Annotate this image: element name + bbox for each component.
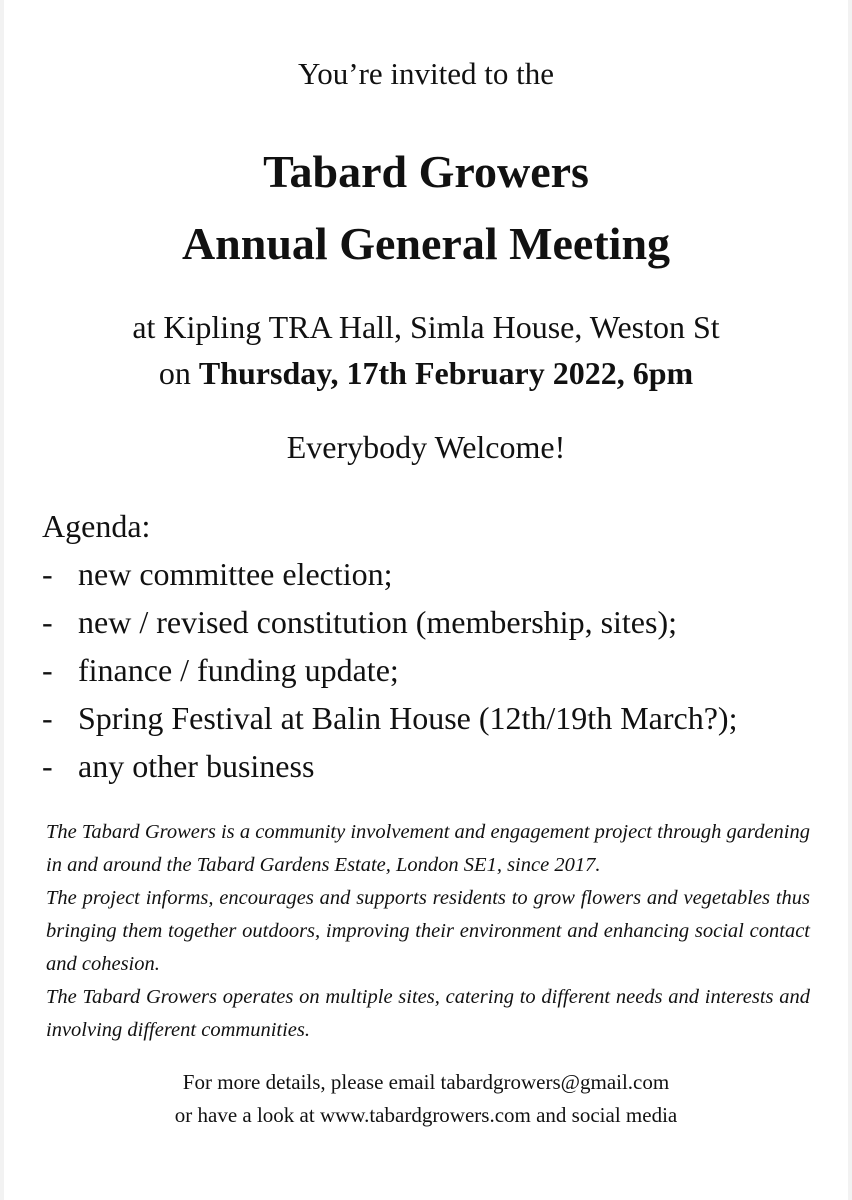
- agenda-heading: Agenda:: [42, 508, 151, 544]
- description-paragraph: The project informs, encourages and supports residents to grow flowers and vegetables thus bringing them together outdoors, improving their environment and enhancing social contact and cohesion.: [46, 887, 810, 975]
- agenda-item-text: Spring Festival at Balin House (12th/19th March?);: [78, 700, 738, 736]
- agenda-item: [42, 646, 737, 694]
- agenda-item-text: any other business: [78, 748, 315, 784]
- agenda-item-text: finance / funding update;: [78, 652, 399, 688]
- agenda-item: [42, 694, 737, 742]
- agenda-item-text: new / revised constitution (membership, sites);: [78, 604, 677, 640]
- meeting-venue: [4, 304, 848, 396]
- meeting-datetime: Thursday, 17th February 2022, 6pm: [198, 355, 694, 391]
- venue-location: at Kipling TRA Hall, Simla House, Weston St: [132, 309, 720, 345]
- venue-datetime-line: [4, 350, 848, 396]
- agenda-bullet: -: [42, 748, 53, 784]
- welcome-message: Everybody Welcome!: [286, 429, 566, 465]
- contact-website-line: or have a look at www.tabardgrowers.com and social media: [174, 1103, 678, 1127]
- invitation-intro: You’re invited to the: [297, 56, 555, 91]
- agenda-item: [42, 598, 737, 646]
- description-paragraph: The Tabard Growers operates on multiple sites, catering to different needs and interests and involving different communities.: [46, 986, 810, 1041]
- description-paragraph: The Tabard Growers is a community involvement and engagement project through gardening in and around the Tabard Gardens Estate, London SE1, since 2017.: [46, 821, 810, 876]
- agenda-item-text: new committee election;: [78, 556, 393, 592]
- contact-email-line: For more details, please email tabardgrowers@gmail.com: [182, 1070, 670, 1094]
- contact-info: [4, 1066, 848, 1132]
- meeting-title-line-1: Tabard Growers: [263, 146, 589, 197]
- agenda-bullet: -: [42, 700, 53, 736]
- agenda-item: [42, 550, 737, 598]
- agenda-bullet: -: [42, 556, 53, 592]
- datetime-prefix: on: [158, 355, 191, 391]
- agenda: [42, 502, 737, 790]
- meeting-title: [4, 136, 848, 280]
- meeting-title-line-2: Annual General Meeting: [181, 218, 671, 269]
- invitation-page: [4, 0, 848, 1200]
- project-description: [46, 816, 810, 1047]
- agenda-bullet: -: [42, 652, 53, 688]
- agenda-bullet: -: [42, 604, 53, 640]
- agenda-item: [42, 742, 737, 790]
